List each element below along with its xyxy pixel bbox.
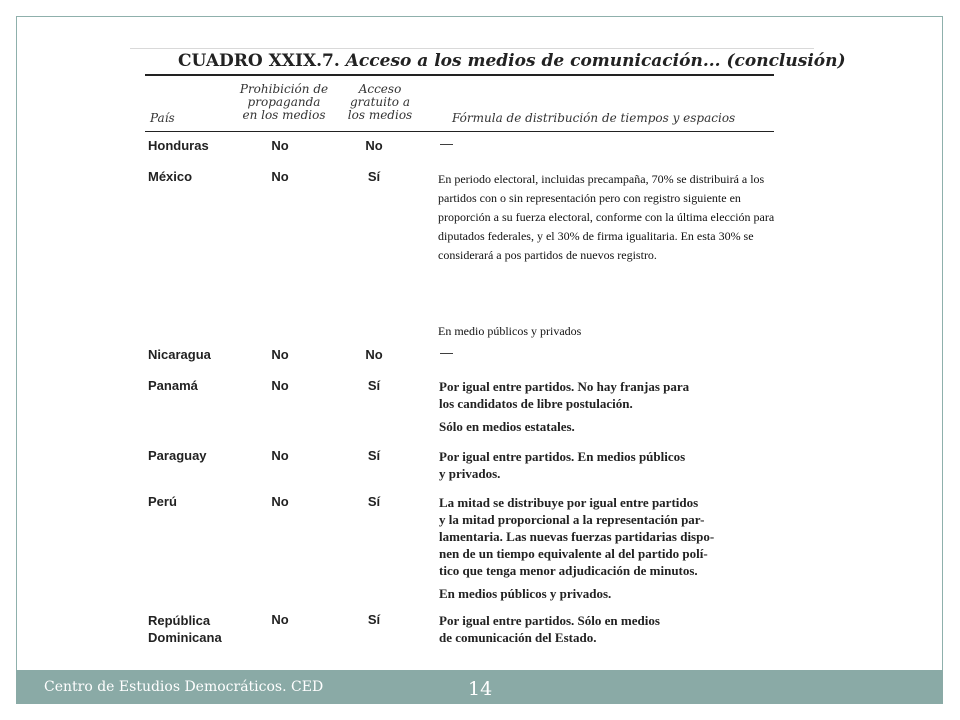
table-title	[178, 51, 846, 71]
row-free-access: No	[365, 138, 383, 153]
formula-line: y la mitad proporcional a la representación par-	[439, 512, 705, 527]
row-formula: —	[440, 136, 453, 151]
header-access-line: gratuito a	[350, 95, 410, 109]
row-prohibition: No	[271, 448, 289, 463]
header-prohibition	[232, 83, 336, 122]
header-prohibition-line: en los medios	[242, 108, 326, 122]
row-formula	[439, 612, 660, 646]
formula-line: de comunicación del Estado.	[439, 630, 597, 645]
header-country: País	[150, 111, 175, 125]
formula-line: los candidatos de libre postulación.	[439, 396, 633, 411]
row-formula	[439, 448, 685, 482]
title-prefix: CUADRO XXIX.7.	[178, 51, 340, 71]
row-prohibition: No	[271, 347, 289, 362]
row-formula	[439, 378, 689, 435]
header-top-rule	[145, 74, 774, 76]
page-number: 14	[468, 678, 493, 700]
top-divider	[130, 48, 814, 49]
row-prohibition: No	[271, 612, 289, 627]
formula-line: y privados.	[439, 466, 501, 481]
row-country: Panamá	[148, 378, 198, 393]
country-line: República	[148, 613, 211, 628]
row-country	[148, 612, 222, 646]
formula-line: Por igual entre partidos. Sólo en medios	[439, 613, 660, 628]
header-prohibition-line: Prohibición de	[239, 82, 329, 96]
row-formula	[439, 494, 714, 602]
formula-line: Por igual entre partidos. No hay franjas para	[439, 379, 690, 394]
row-country: Paraguay	[148, 448, 207, 463]
row-country: Nicaragua	[148, 347, 211, 362]
mexico-formula: En periodo electoral, incluidas precampaña, 70% se distribuirá a los partidos con o sin representación pero con registro siguiente en proporción a su fuerza electoral, conforme con la última elección para diputados federales, y el 30% de firma igualitaria. En esta 30% se considerará a pos partidos de nuevos registro.	[438, 172, 775, 262]
row-free-access: Sí	[367, 612, 381, 627]
header-prohibition-line: propaganda	[247, 95, 321, 109]
row-country: Perú	[148, 494, 177, 509]
header-formula: Fórmula de distribución de tiempos y espacios	[452, 111, 736, 125]
footer-org: Centro de Estudios Democráticos. CED	[44, 679, 324, 695]
row-prohibition: No	[271, 169, 289, 184]
row-free-access: Sí	[367, 378, 381, 393]
row-prohibition: No	[271, 378, 289, 393]
formula-line: nen de un tiempo equivalente al del partido polí-	[439, 546, 708, 561]
formula-line: En medios públicos y privados.	[439, 586, 612, 601]
formula-line: Por igual entre partidos. En medios públicos	[439, 449, 686, 464]
header-access-line: Acceso	[358, 82, 402, 96]
row-free-access: Sí	[367, 169, 381, 184]
mexico-formula-media: En medio públicos y privados	[438, 324, 582, 338]
formula-line: lamentaria. Las nuevas fuerzas partidarias dispo-	[439, 529, 715, 544]
row-free-access: No	[365, 347, 383, 362]
title-text: Acceso a los medios de comunicación... (conclusión)	[345, 51, 846, 71]
row-free-access: Sí	[367, 494, 381, 509]
formula-line: Sólo en medios estatales.	[439, 419, 575, 434]
header-free-access	[340, 83, 420, 122]
header-access-line: los medios	[347, 108, 413, 122]
formula-line: La mitad se distribuye por igual entre partidos	[439, 495, 699, 510]
row-prohibition: No	[271, 138, 289, 153]
row-formula: —	[440, 345, 453, 360]
row-country: Honduras	[148, 138, 209, 153]
formula-line: tico que tenga menor adjudicación de minutos.	[439, 563, 698, 578]
country-line: Dominicana	[148, 630, 222, 645]
row-country: México	[148, 169, 193, 184]
row-free-access: Sí	[367, 448, 381, 463]
header-bottom-rule	[145, 131, 774, 132]
row-prohibition: No	[271, 494, 289, 509]
